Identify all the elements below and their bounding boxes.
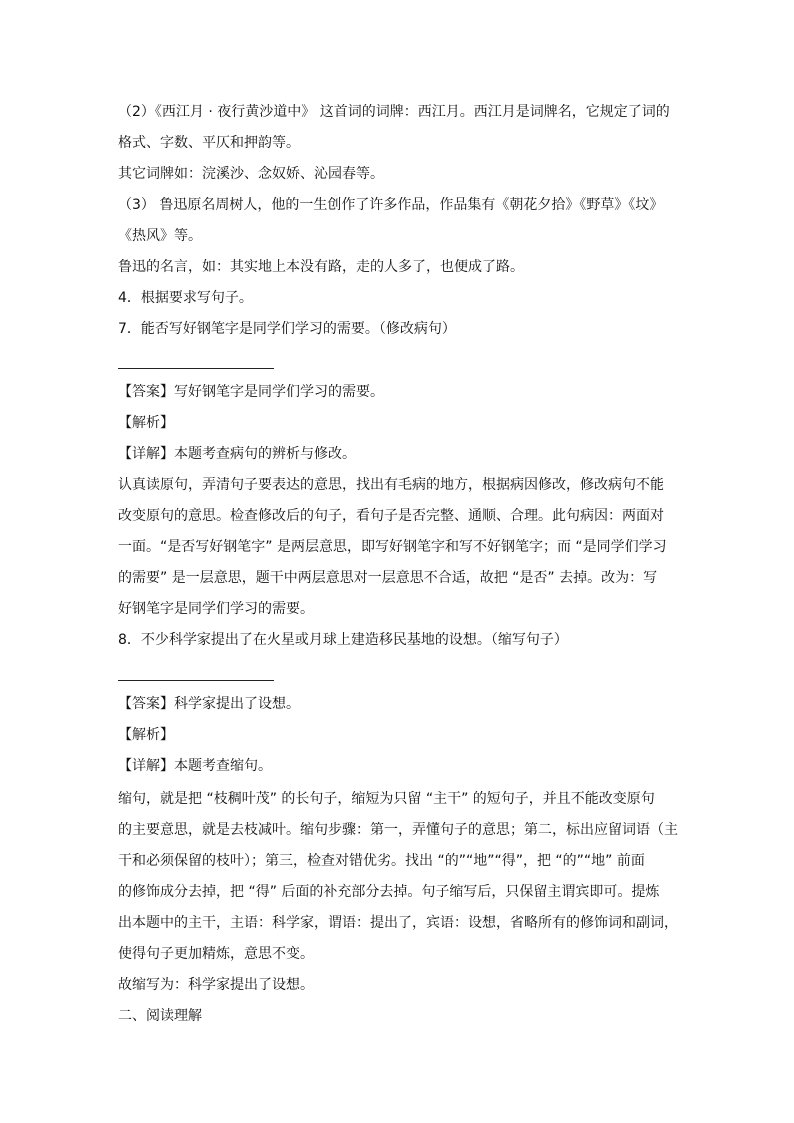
question-7: 7．能否写好钢笔字是同学们学习的需要。（修改病句） xyxy=(118,321,456,337)
question-heading: 4．根据要求写句子。 xyxy=(118,290,253,306)
text-line-14: 一面。“是否写好钢笔字” 是两层意思，即写好钢笔字和写不好钢笔字；而 “是同学们学习 xyxy=(118,539,667,555)
text-line-2: 格式、字数、平仄和押韵等。 xyxy=(118,135,300,151)
analysis-label-7: 【解析】 xyxy=(118,415,174,431)
text-line-15: 的需要” 是一层意思，题干中两层意思对一层意思不合适，故把 “是否” 去掉。改为：写 xyxy=(118,570,658,586)
detail-7: 【详解】本题考查病句的辨析与修改。 xyxy=(118,446,356,462)
text-line-16: 好钢笔字是同学们学习的需要。 xyxy=(118,601,314,617)
answer-7: 【答案】写好钢笔字是同学们学习的需要。 xyxy=(118,384,384,400)
text-line-5: 《热风》等。 xyxy=(118,228,202,244)
text-line-27: 故缩写为：科学家提出了设想。 xyxy=(118,977,314,993)
text-line-22: 的主要意思，就是去枝减叶。缩句步骤：第一，弄懂句子的意思；第二，标出应留词语（主 xyxy=(118,822,678,838)
section-heading: 二、阅读理解 xyxy=(118,1008,202,1024)
detail-8: 【详解】本题考查缩句。 xyxy=(118,758,272,774)
text-line-12: 认真读原句，弄清句子要表达的意思，找出有毛病的地方，根据病因修改，修改病句不能 xyxy=(118,477,664,493)
text-line-3: 其它词牌如：浣溪沙、念奴娇、沁园春等。 xyxy=(118,166,384,182)
text-line-21: 缩句，就是把 “枝稠叶茂” 的长句子，缩短为只留 “主干” 的短句子，并且不能改变原句 xyxy=(118,791,655,807)
text-line-4: （3） 鲁迅原名周树人，他的一生创作了许多作品，作品集有《朝花夕拾》《野草》《坟》 xyxy=(118,197,664,213)
text-line-6: 鲁迅的名言，如：其实地上本没有路，走的人多了，也便成了路。 xyxy=(118,259,524,275)
text-line-13: 改变原句的意思。检查修改后的句子，看句子是否完整、通顺、合理。此句病因：两面对 xyxy=(118,508,664,524)
answer-8: 【答案】科学家提出了设想。 xyxy=(118,696,300,712)
answer-blank-line xyxy=(118,680,274,681)
text-line-25: 出本题中的主干，主语：科学家，谓语：提出了，宾语：设想，省略所有的修饰词和副词， xyxy=(118,915,678,931)
answer-blank-line xyxy=(118,368,274,369)
text-line-24: 的修饰成分去掉，把 “得” 后面的补充部分去掉。句子缩写后，只保留主谓宾即可。提炼 xyxy=(118,884,660,900)
text-line-26: 使得句子更加精炼，意思不变。 xyxy=(118,946,314,962)
text-line-1: （2）《西江月 · 夜行黄沙道中》 这首词的词牌：西江月。西江月是词牌名，它规定了词的 xyxy=(118,104,670,120)
analysis-label-8: 【解析】 xyxy=(118,727,174,743)
text-line-23: 干和必须保留的枝叶）；第三，检查对错优劣。找出 “的”“地”“得”，把 “的”“地” 前面 xyxy=(118,853,645,869)
question-8: 8．不少科学家提出了在火星或月球上建造移民基地的设想。（缩写句子） xyxy=(118,632,568,648)
